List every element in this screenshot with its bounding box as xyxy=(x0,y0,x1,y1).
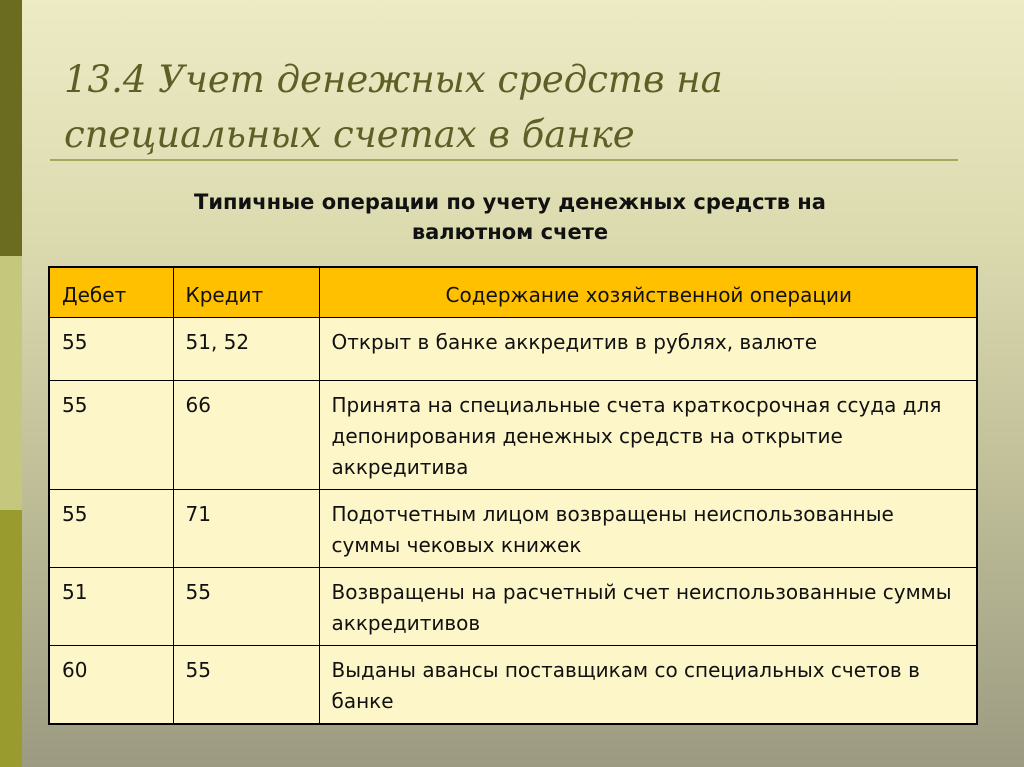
cell-credit: 55 xyxy=(173,568,319,646)
table-row xyxy=(49,568,977,646)
slide-title-line-2: специальных счетах в банке xyxy=(64,113,635,156)
decorative-stripe-middle xyxy=(0,256,22,510)
cell-debit: 60 xyxy=(49,646,173,725)
table-row xyxy=(49,490,977,568)
header-debit: Дебет xyxy=(49,267,173,318)
table-row xyxy=(49,318,977,381)
table-caption-line-1: Типичные операции по учету денежных средств на xyxy=(194,190,826,214)
cell-content: Подотчетным лицом возвращены неиспользованные суммы чековых книжек xyxy=(319,490,977,568)
decorative-stripe-top xyxy=(0,0,22,256)
cell-credit: 71 xyxy=(173,490,319,568)
header-content: Содержание хозяйственной операции xyxy=(319,267,977,318)
slide-title-line-1: 13.4 Учет денежных средств на xyxy=(64,58,723,101)
operations-table xyxy=(48,266,978,725)
cell-credit: 55 xyxy=(173,646,319,725)
cell-content: Возвращены на расчетный счет неиспользованные суммы аккредитивов xyxy=(319,568,977,646)
cell-content: Открыт в банке аккредитив в рублях, валюте xyxy=(319,318,977,381)
cell-content: Принята на специальные счета краткосрочная ссуда для депонирования денежных средств на открытие аккредитива xyxy=(319,381,977,490)
cell-debit: 55 xyxy=(49,381,173,490)
cell-debit: 55 xyxy=(49,490,173,568)
header-credit: Кредит xyxy=(173,267,319,318)
table-header-row xyxy=(49,267,977,318)
cell-debit: 51 xyxy=(49,568,173,646)
slide-title xyxy=(64,52,944,162)
table-caption xyxy=(100,187,920,247)
title-divider xyxy=(50,159,958,161)
cell-content: Выданы авансы поставщикам со специальных счетов в банке xyxy=(319,646,977,725)
table-row xyxy=(49,646,977,725)
cell-credit: 66 xyxy=(173,381,319,490)
decorative-stripe-bottom xyxy=(0,510,22,767)
table-caption-line-2: валютном счете xyxy=(411,220,609,244)
cell-credit: 51, 52 xyxy=(173,318,319,381)
table-row xyxy=(49,381,977,490)
cell-debit: 55 xyxy=(49,318,173,381)
